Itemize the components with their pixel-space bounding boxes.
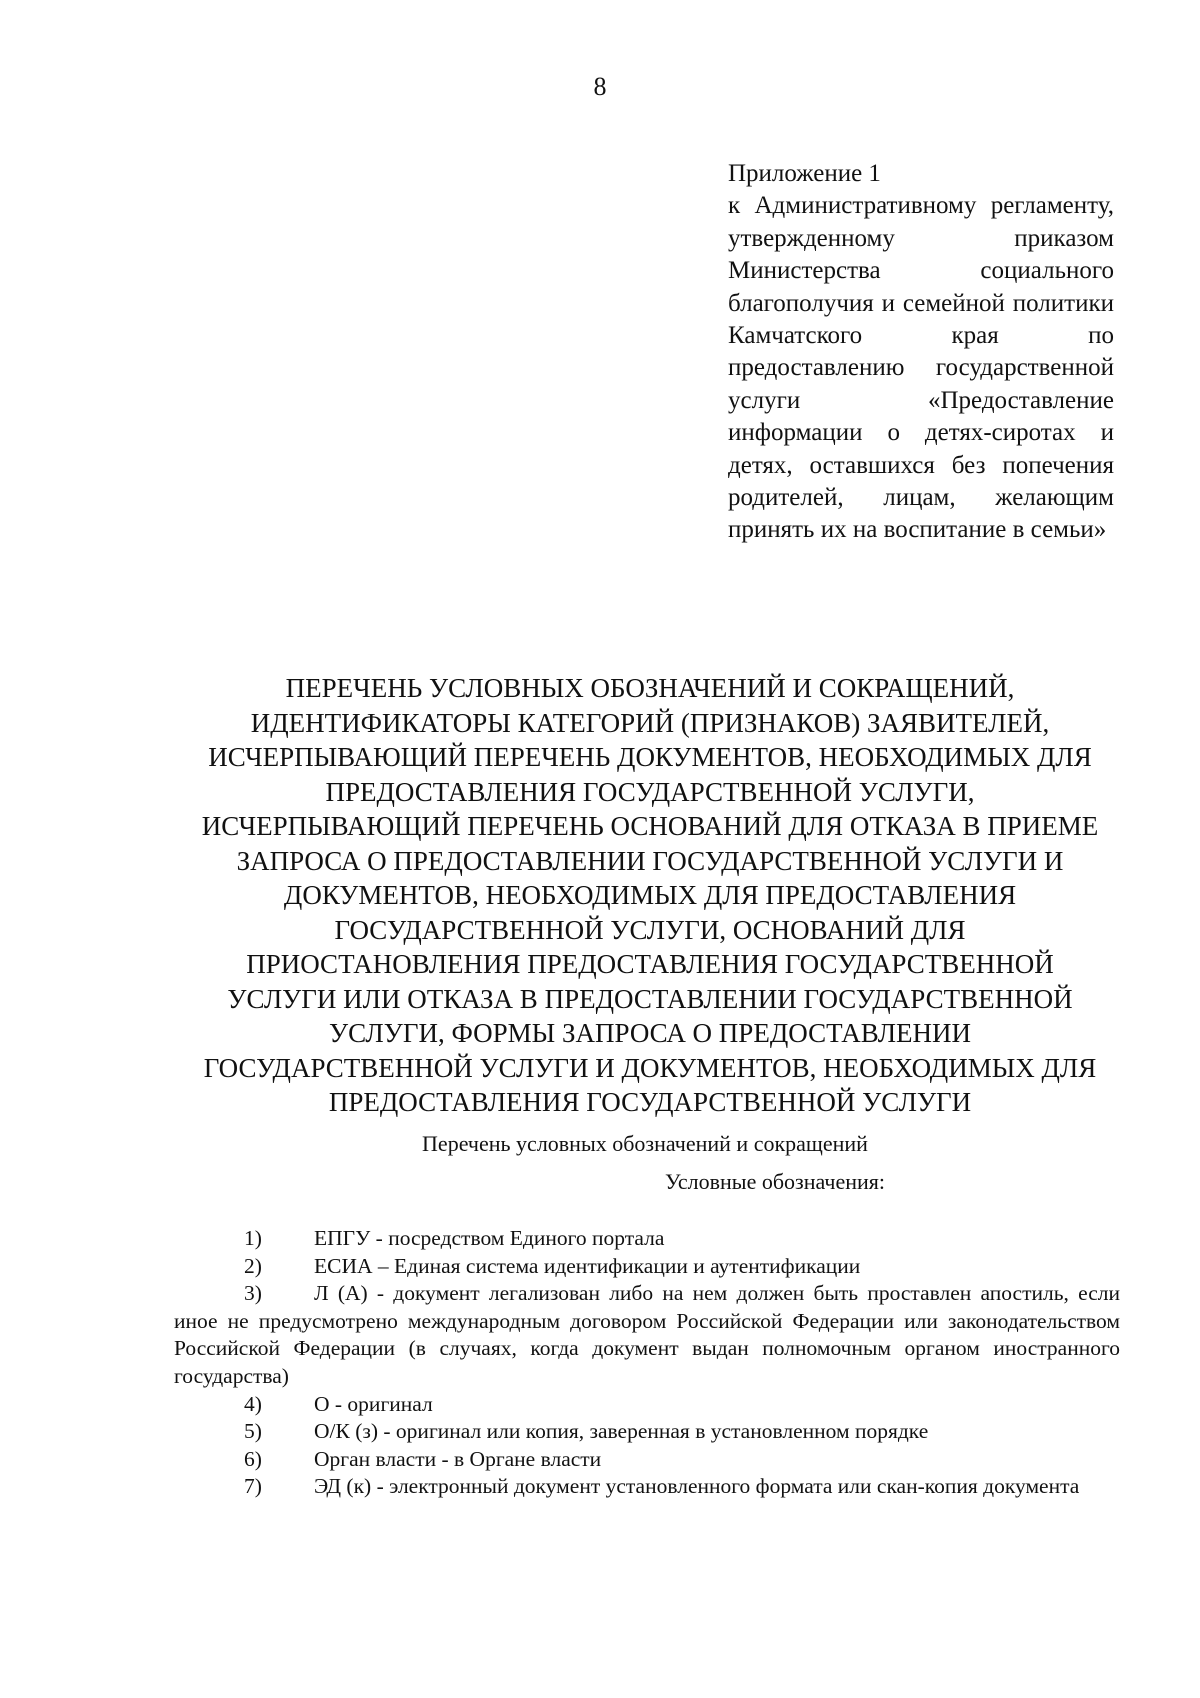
item-number: 6) — [244, 1446, 262, 1471]
item-number: 4) — [244, 1391, 262, 1416]
list-item — [174, 1280, 1120, 1390]
list-item — [174, 1446, 1120, 1474]
page-number: 8 — [593, 72, 607, 101]
item-number: 2) — [244, 1253, 262, 1278]
legend-list — [174, 1225, 1120, 1501]
heading-line: ПЕРЕЧЕНЬ УСЛОВНЫХ ОБОЗНАЧЕНИЙ И СОКРАЩЕНИЙ, — [285, 673, 1015, 703]
item-number: 5) — [244, 1419, 262, 1444]
heading-line: ИСЧЕРПЫВАЮЩИЙ ПЕРЕЧЕНЬ ОСНОВАНИЙ ДЛЯ ОТКАЗА В ПРИЕМЕ — [201, 811, 1099, 841]
document-heading — [160, 671, 1140, 1120]
heading-line: ГОСУДАРСТВЕННОЙ УСЛУГИ И ДОКУМЕНТОВ, НЕОБХОДИМЫХ ДЛЯ — [203, 1052, 1097, 1083]
item-text: О/К (з) - оригинал или копия, заверенная в установленном порядке — [314, 1419, 929, 1444]
heading-line: УСЛУГИ, ФОРМЫ ЗАПРОСА О ПРЕДОСТАВЛЕНИИ — [328, 1018, 971, 1048]
heading-line: ЗАПРОСА О ПРЕДОСТАВЛЕНИИ ГОСУДАРСТВЕННОЙ УСЛУГИ И — [236, 845, 1064, 876]
heading-line: ДОКУМЕНТОВ, НЕОБХОДИМЫХ ДЛЯ ПРЕДОСТАВЛЕНИЯ — [283, 880, 1017, 910]
list-item — [174, 1253, 1120, 1281]
heading-line: ИДЕНТИФИКАТОРЫ КАТЕГОРИЙ (ПРИЗНАКОВ) ЗАЯВИТЕЛЕЙ, — [250, 707, 1050, 738]
list-item — [174, 1473, 1120, 1501]
list-item — [174, 1418, 1120, 1446]
appendix-title: Приложение 1 — [728, 160, 881, 187]
list-item — [174, 1225, 1120, 1253]
heading-line: ПРИОСТАНОВЛЕНИЯ ПРЕДОСТАВЛЕНИЯ ГОСУДАРСТВЕННОЙ — [246, 949, 1054, 979]
heading-line: ГОСУДАРСТВЕННОЙ УСЛУГИ, ОСНОВАНИЙ ДЛЯ — [334, 914, 966, 945]
item-number: 7) — [244, 1474, 262, 1499]
subheading-legend: Условные обозначения: — [664, 1169, 886, 1194]
appendix-body: к Административному регламенту, утвержденному приказом Министерства социального благополучия и семейной политики Камчатского края по предоставлению государственной услуги «Предоставление информации о детях-сиротах и детях, оставшихся без попечения родителей, лицам, желающим принять их на воспитание в семьи» — [728, 192, 1114, 544]
item-text: О - оригинал — [314, 1391, 433, 1416]
heading-line: УСЛУГИ ИЛИ ОТКАЗА В ПРЕДОСТАВЛЕНИИ ГОСУДАРСТВЕННОЙ — [227, 983, 1073, 1014]
item-text: Орган власти - в Органе власти — [314, 1446, 602, 1471]
heading-line: ИСЧЕРПЫВАЮЩИЙ ПЕРЕЧЕНЬ ДОКУМЕНТОВ, НЕОБХОДИМЫХ ДЛЯ — [208, 742, 1092, 772]
item-text: ЭД (к) - электронный документ установленного формата или скан-копия документа — [314, 1474, 1080, 1499]
item-number: 3) — [244, 1281, 262, 1306]
item-text: ЕСИА – Единая система идентификации и аутентификации — [314, 1253, 861, 1278]
list-item — [174, 1391, 1120, 1419]
item-text: Л (А) - документ легализован либо на нем должен быть проставлен апостиль, если иное не предусмотрено международным договором Российской Федерации или законодательством Российской Федерации (в случаях, когда документ выдан полномочным органом иностранного государства) — [174, 1281, 1120, 1388]
item-number: 1) — [244, 1226, 262, 1250]
item-text: ЕПГУ - посредством Единого портала — [314, 1226, 665, 1250]
heading-line: ПРЕДОСТАВЛЕНИЯ ГОСУДАРСТВЕННОЙ УСЛУГИ, — [325, 776, 975, 807]
heading-line: ПРЕДОСТАВЛЕНИЯ ГОСУДАРСТВЕННОЙ УСЛУГИ — [328, 1087, 972, 1117]
appendix-note — [728, 158, 1114, 547]
subheading-abbreviations: Перечень условных обозначений и сокращений — [422, 1131, 868, 1156]
